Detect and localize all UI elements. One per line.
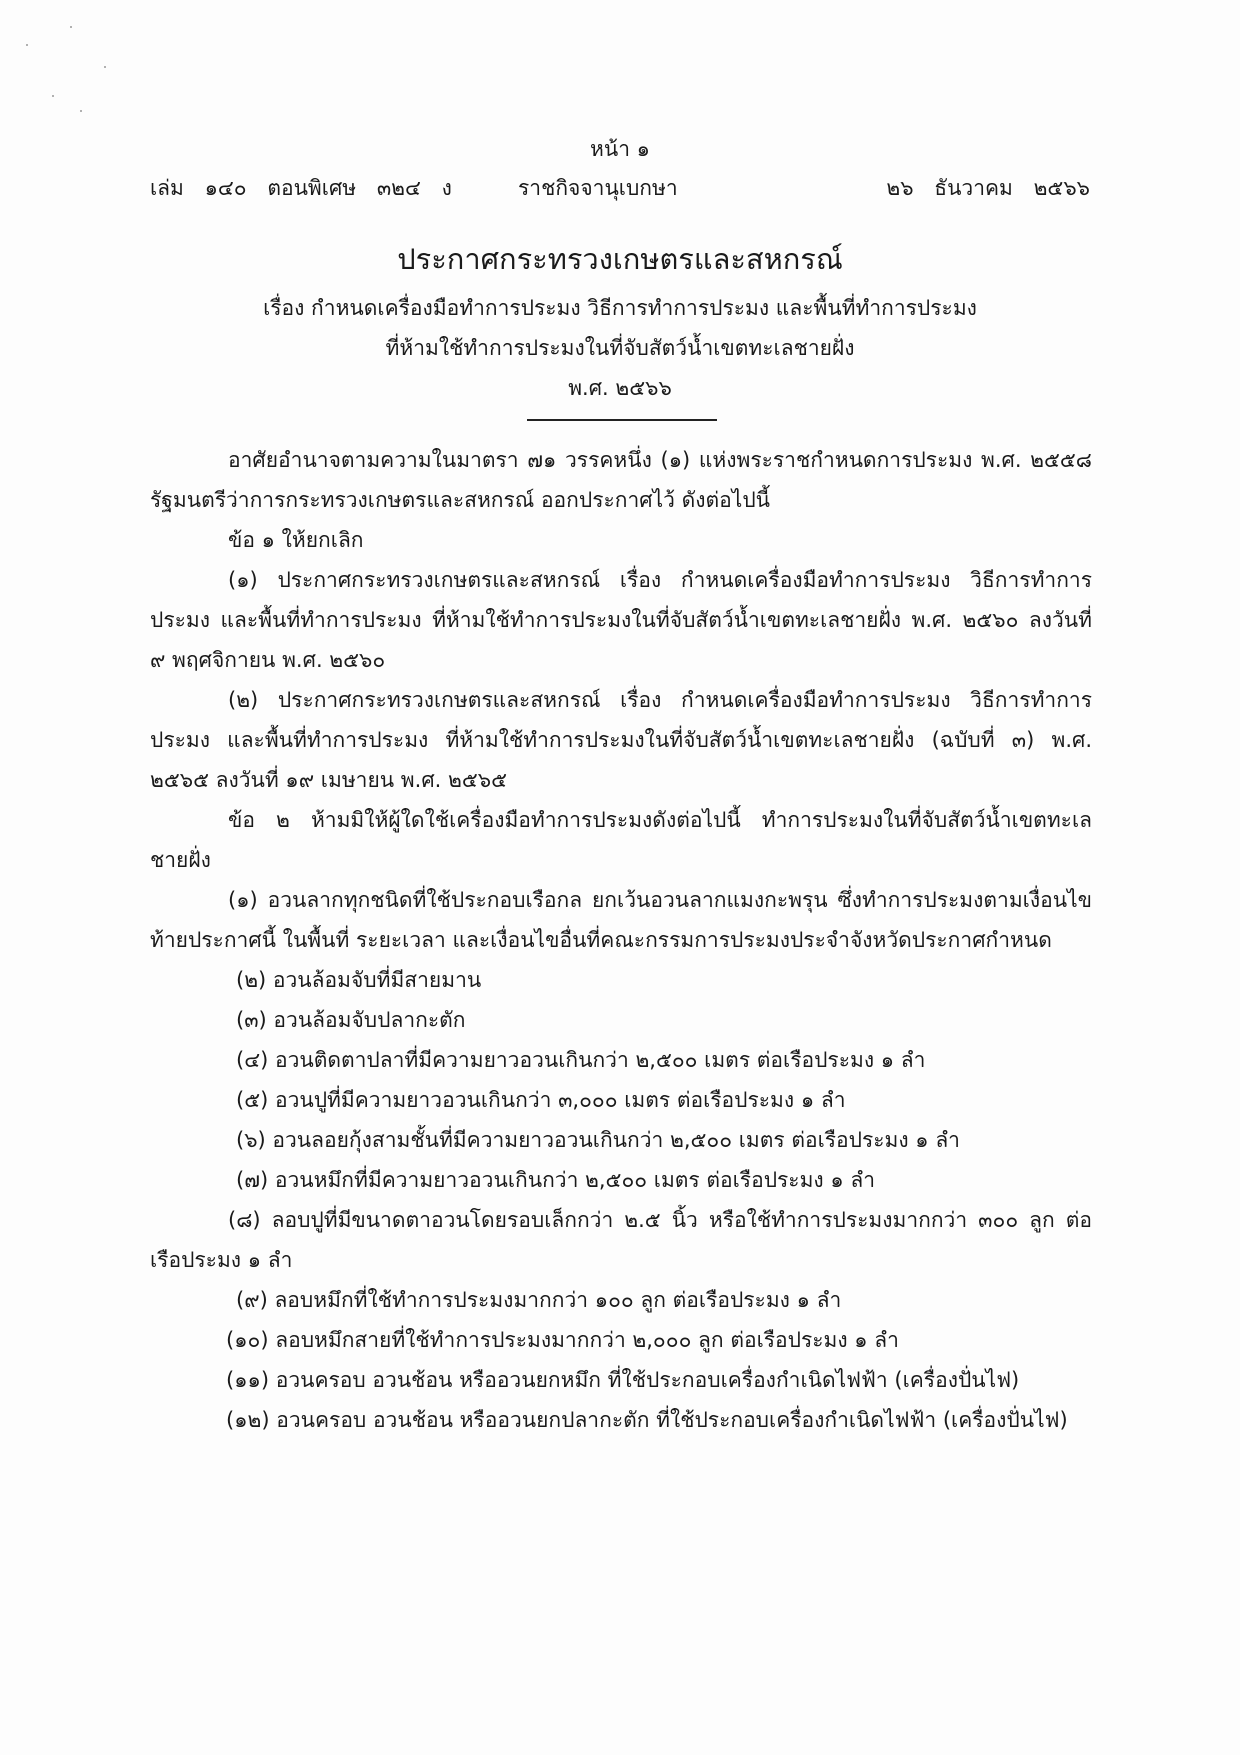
clause-1-item-1: (๑) ประกาศกระทรวงเกษตรและสหกรณ์ เรื่อง กำหนดเครื่องมือทำการประมง วิธีการทำการประมง และพื้นที่ทำการประมง ที่ห้ามใช้ทำการประมงในที่จับสัตว์น้ำเขตทะเลชายฝั่ง พ.ศ. ๒๕๖๐ ลงวันที่ ๙ พฤศจิกายน พ.ศ. ๒๕๖๐ — [150, 568, 1092, 672]
date-day: ๒๖ — [886, 176, 914, 200]
clause-1-item-2: (๒) ประกาศกระทรวงเกษตรและสหกรณ์ เรื่อง กำหนดเครื่องมือทำการประมง วิธีการทำการประมง และพื้นที่ทำการประมง ที่ห้ามใช้ทำการประมงในที่จับสัตว์น้ำเขตทะเลชายฝั่ง (ฉบับที่ ๓) พ.ศ. ๒๕๖๕ ลงวันที่ ๑๙ เมษายน พ.ศ. ๒๕๖๕ — [150, 688, 1092, 792]
clause-2-item-3: (๓) อวนล้อมจับปลากะตัก — [236, 1008, 466, 1032]
announcement-body — [150, 440, 1092, 1440]
page-number: หน้า ๑ — [590, 137, 650, 161]
clause-2-item-5: (๕) อวนปูที่มีความยาวอวนเกินกว่า ๓,๐๐๐ เมตร ต่อเรือประมง ๑ ลำ — [236, 1088, 846, 1112]
date-month: ธันวาคม — [934, 176, 1013, 200]
preamble: อาศัยอำนาจตามความในมาตรา ๗๑ วรรคหนึ่ง (๑) แห่งพระราชกำหนดการประมง พ.ศ. ๒๕๕๘ รัฐมนตรีว่าการกระทรวงเกษตรและสหกรณ์ ออกประกาศไว้ ดังต่อไปนี้ — [150, 448, 1092, 512]
clause-2-item-10: (๑๐) ลอบหมึกสายที่ใช้ทำการประมงมากกว่า ๒,๐๐๐ ลูก ต่อเรือประมง ๑ ลำ — [226, 1328, 899, 1352]
clause-1-heading: ข้อ ๑ ให้ยกเลิก — [228, 528, 364, 552]
announcement-subject — [0, 288, 1240, 368]
publication-date — [886, 172, 1090, 205]
clause-2-item-8: (๘) ลอบปูที่มีขนาดตาอวนโดยรอบเล็กกว่า ๒.๕ นิ้ว หรือใช้ทำการประมงมากกว่า ๓๐๐ ลูก ต่อเรือประมง ๑ ลำ — [150, 1208, 1092, 1272]
announcement-year: พ.ศ. ๒๕๖๖ — [568, 376, 672, 400]
volume-info — [150, 172, 452, 205]
volume-label: เล่ม — [150, 176, 184, 200]
clause-2-item-1: (๑) อวนลากทุกชนิดที่ใช้ประกอบเรือกล ยกเว้นอวนลากแมงกะพรุน ซึ่งทำการประมงตามเงื่อนไขท้ายประกาศนี้ ในพื้นที่ ระยะเวลา และเงื่อนไขอื่นที่คณะกรรมการประมงประจำจังหวัดประกาศกำหนด — [150, 888, 1092, 952]
clause-2-item-4: (๔) อวนติดตาปลาที่มีความยาวอวนเกินกว่า ๒,๕๐๐ เมตร ต่อเรือประมง ๑ ลำ — [236, 1048, 926, 1072]
section-number: ๓๒๔ — [376, 176, 421, 200]
section-label: ตอนพิเศษ — [267, 176, 357, 200]
clause-2-item-12: (๑๒) อวนครอบ อวนช้อน หรืออวนยกปลากะตัก ที่ใช้ประกอบเครื่องกำเนิดไฟฟ้า (เครื่องปั่นไฟ) — [226, 1408, 1068, 1432]
clause-2-item-7: (๗) อวนหมึกที่มีความยาวอวนเกินกว่า ๒,๕๐๐ เมตร ต่อเรือประมง ๑ ลำ — [236, 1168, 876, 1192]
clause-2-item-2: (๒) อวนล้อมจับที่มีสายมาน — [236, 968, 482, 992]
subject-line-2: ที่ห้ามใช้ทำการประมงในที่จับสัตว์น้ำเขตทะเลชายฝั่ง — [385, 336, 855, 360]
clause-2-item-11: (๑๑) อวนครอบ อวนช้อน หรืออวนยกหมึก ที่ใช้ประกอบเครื่องกำเนิดไฟฟ้า (เครื่องปั่นไฟ) — [226, 1368, 1020, 1392]
section-letter: ง — [441, 176, 452, 200]
date-year: ๒๕๖๖ — [1033, 176, 1090, 200]
clause-2-heading: ข้อ ๒ ห้ามมิให้ผู้ใดใช้เครื่องมือทำการประมงดังต่อไปนี้ ทำการประมงในที่จับสัตว์น้ำเขตทะเลชายฝั่ง — [150, 808, 1092, 872]
subject-line-1: เรื่อง กำหนดเครื่องมือทำการประมง วิธีการทำการประมง และพื้นที่ทำการประมง — [263, 296, 977, 320]
gazette-name: ราชกิจจานุเบกษา — [518, 176, 678, 200]
gazette-header — [150, 172, 1090, 202]
title-divider — [527, 419, 717, 421]
volume-number: ๑๔๐ — [204, 176, 247, 200]
clause-2-item-9: (๙) ลอบหมึกที่ใช้ทำการประมงมากกว่า ๑๐๐ ลูก ต่อเรือประมง ๑ ลำ — [236, 1288, 842, 1312]
announcement-title: ประกาศกระทรวงเกษตรและสหกรณ์ — [397, 242, 843, 276]
clause-2-item-6: (๖) อวนลอยกุ้งสามชั้นที่มีความยาวอวนเกินกว่า ๒,๕๐๐ เมตร ต่อเรือประมง ๑ ลำ — [236, 1128, 960, 1152]
